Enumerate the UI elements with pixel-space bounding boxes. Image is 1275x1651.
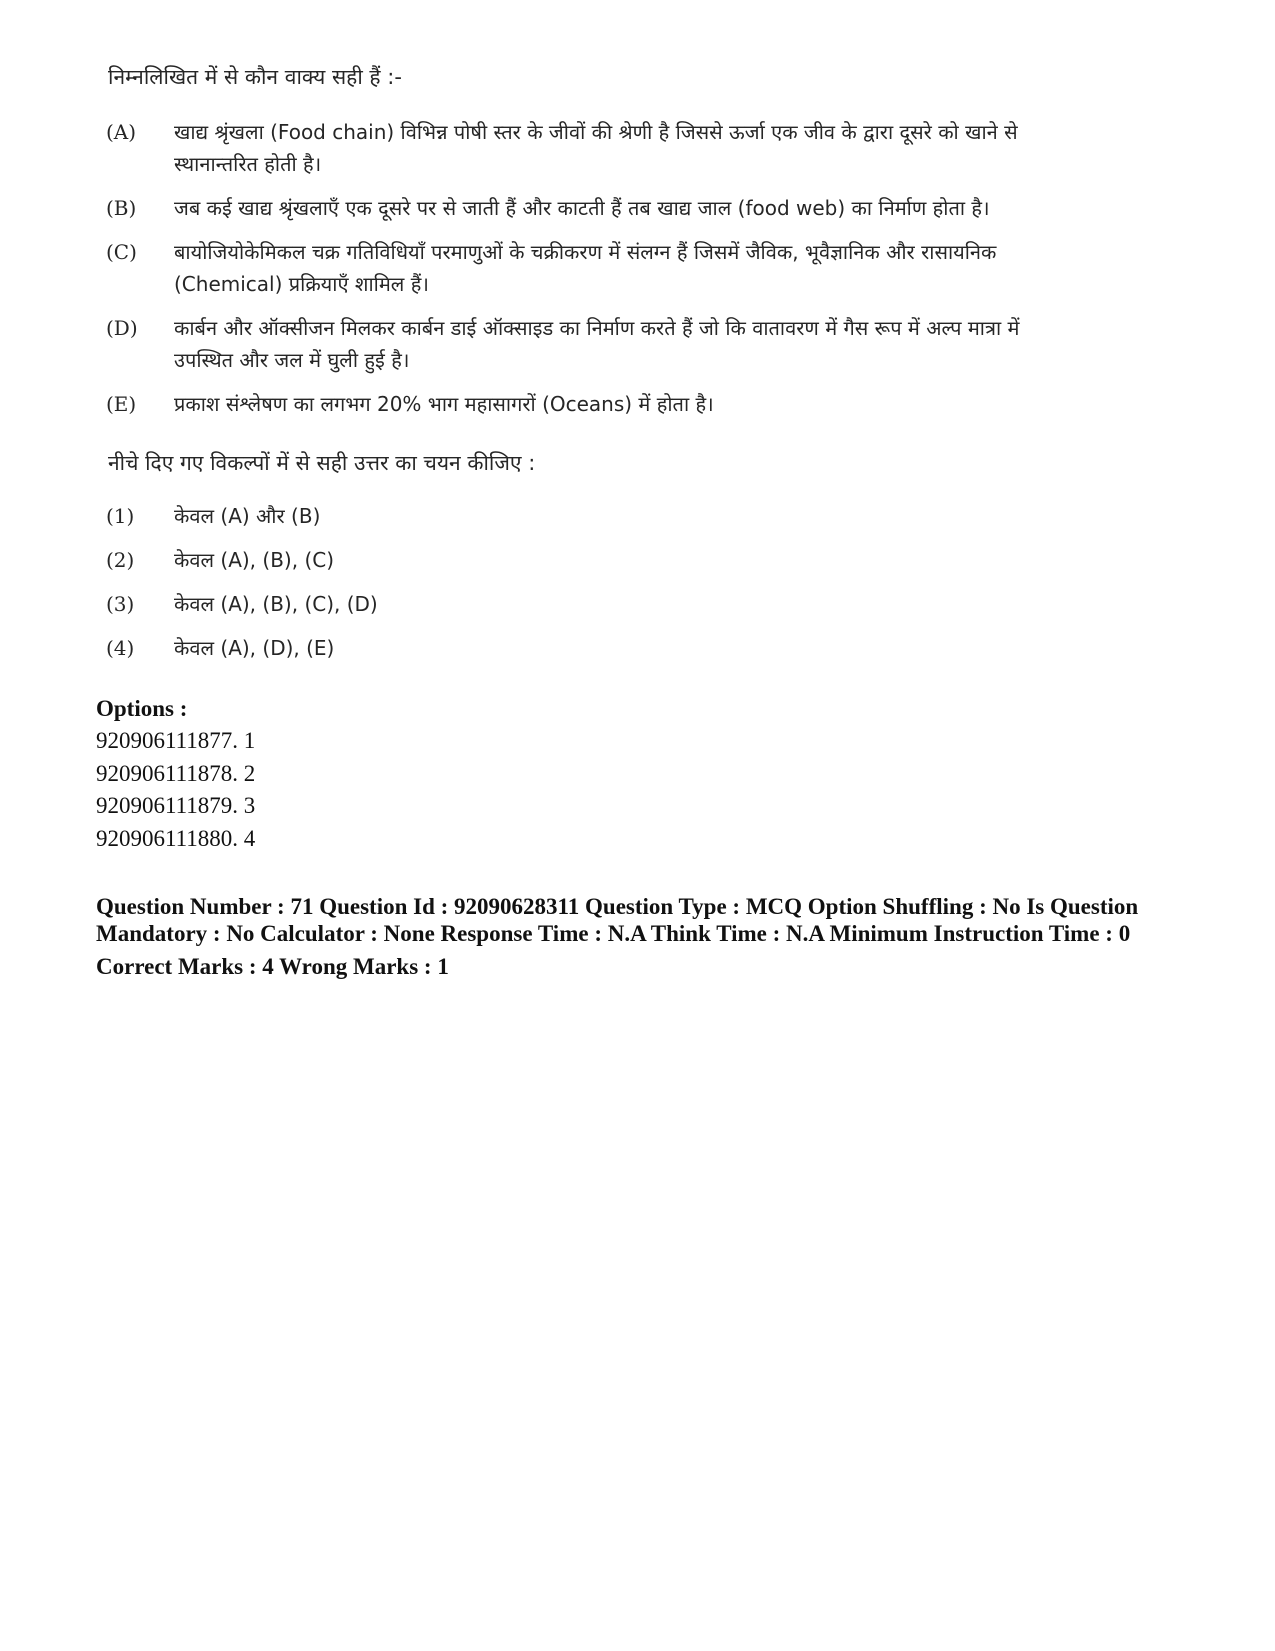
statement-d [96, 312, 1056, 376]
statement-e [96, 388, 1056, 420]
choice-label: (3) [106, 592, 135, 616]
choice-3 [96, 582, 1056, 626]
statement-label: (A) [106, 120, 137, 144]
choice-label: (1) [106, 504, 135, 528]
statement-label: (D) [106, 316, 138, 340]
question-info: Question Number : 71 Question Id : 92090628311 Question Type : MCQ Option Shuffling : No Is Question Mandatory : No Calculator : None Response Time : N.A Think Time : N.A Minimum Instruction Time : 0 [96, 894, 1139, 946]
option-id-3: 920906111879. 3 [96, 793, 256, 818]
choice-4 [96, 626, 1056, 670]
statement-text: जब कई खाद्य श्रृंखलाएँ एक दूसरे पर से जाती हैं और काटती हैं तब खाद्य जाल (food web) का निर्माण होता है। [174, 196, 990, 220]
question-instruction: नीचे दिए गए विकल्पों में से सही उत्तर का चयन कीजिए : [108, 451, 536, 475]
choice-text: केवल (A), (B), (C), (D) [174, 592, 378, 616]
statement-text: प्रकाश संश्लेषण का लगभग 20% भाग महासागरों (Oceans) में होता है। [174, 392, 714, 416]
statement-text: खाद्य श्रृंखला (Food chain) विभिन्न पोषी स्तर के जीवों की श्रेणी है जिससे ऊर्जा एक जीव के द्वारा दूसरे को खाने से स्थानान्तरित होती है। [174, 120, 1018, 176]
choice-text: केवल (A), (B), (C) [174, 548, 335, 572]
statement-label: (E) [106, 392, 137, 416]
statement-text: बायोजियोकेमिकल चक्र गतिविधियाँ परमाणुओं के चक्रीकरण में संलग्न हैं जिसमें जैविक, भूवैज्ञानिक और रासायनिक (Chemical) प्रक्रियाएँ शामिल हैं। [174, 240, 997, 296]
statement-label: (C) [106, 240, 137, 264]
option-id-4: 920906111880. 4 [96, 825, 256, 851]
choice-text: केवल (A), (D), (E) [174, 636, 335, 660]
answer-meta [96, 692, 1196, 980]
option-id-2: 920906111878. 2 [96, 760, 256, 786]
choice-text: केवल (A) और (B) [174, 504, 321, 528]
question-intro: निम्नलिखित में से कौन वाक्य सही हैं :- [108, 65, 402, 89]
choice-label: (2) [106, 548, 135, 572]
question-image [96, 62, 1056, 670]
marks-info: Correct Marks : 4 Wrong Marks : 1 [96, 954, 449, 979]
statement-label: (B) [106, 196, 137, 220]
statement-c [96, 236, 1056, 300]
statement-text: कार्बन और ऑक्सीजन मिलकर कार्बन डाई ऑक्साइड का निर्माण करते हैं जो कि वातावरण में गैस रूप में अल्प मात्रा में उपस्थित और जल में घुली हुई है। [174, 316, 1020, 372]
statement-a [96, 116, 1056, 180]
choice-1 [96, 494, 1056, 538]
choice-2 [96, 538, 1056, 582]
option-id-1: 920906111877. 1 [96, 728, 256, 753]
choice-label: (4) [106, 636, 135, 660]
options-heading: Options : [96, 696, 188, 721]
statement-b [96, 192, 1056, 224]
